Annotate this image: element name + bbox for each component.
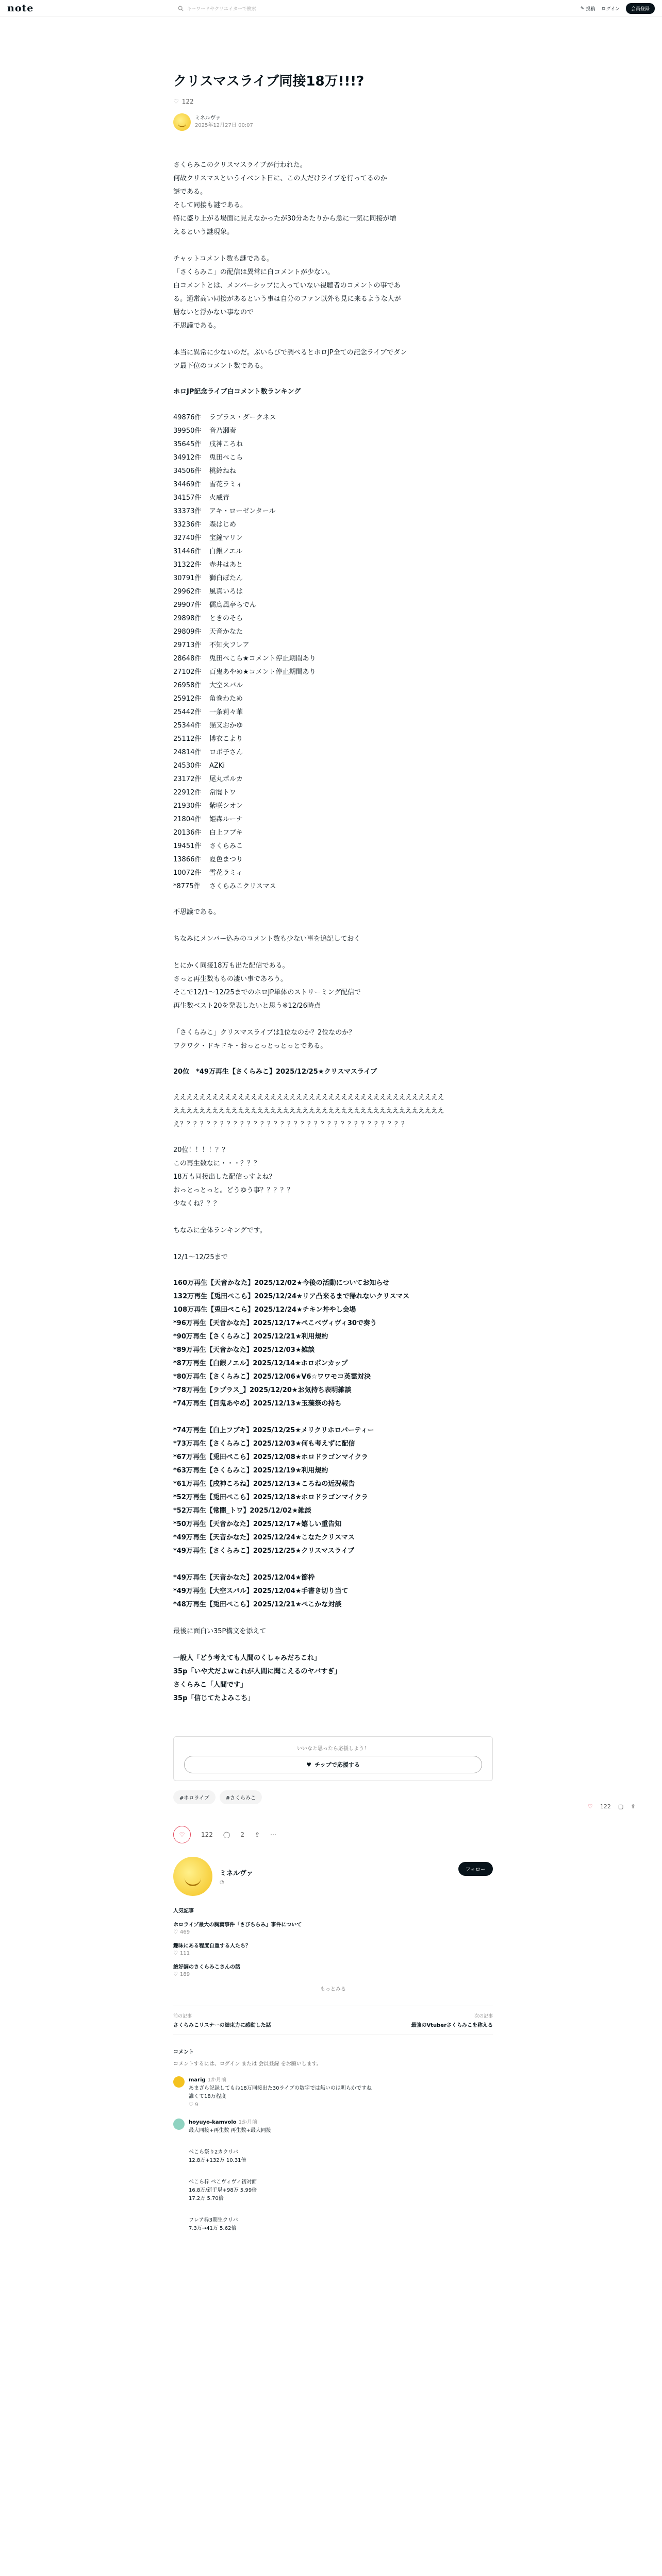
body-line: とにかく同接18万も出た配信である。 — [173, 962, 289, 970]
ranking-row — [173, 492, 493, 505]
comment-count: 29962件 — [173, 588, 202, 596]
comment-count: 25442件 — [173, 708, 202, 716]
top-line: 20位 *49万再生【さくらみこ】2025/12/25★クリスマスライブ — [173, 1068, 377, 1076]
ranking-row — [173, 625, 493, 639]
post-label: 投稿 — [586, 7, 595, 12]
comment-line: あまざら記録してもね18万同接出た30ライブの数字では無いのは明らかですね — [189, 2086, 372, 2091]
comment-count: 39950件 — [173, 427, 202, 435]
video-row: *89万再生【天音かなた】2025/12/03★雑談 — [173, 1346, 315, 1354]
popular-likes: 111 — [179, 1951, 190, 1956]
talent-name: 天音かなた — [209, 628, 243, 636]
talent-name: 常闇トワ — [209, 789, 237, 796]
pen-icon: ✎ — [580, 6, 585, 11]
ranking-row — [173, 840, 493, 853]
ranking-row — [173, 706, 493, 719]
body-line — [173, 1013, 493, 1026]
ranking-title: ホロJP記念ライブ白コメント数ランキング — [173, 388, 301, 396]
avatar[interactable] — [173, 113, 191, 131]
body-line: チャットコメント数も謎である。 — [173, 255, 274, 263]
tip-icon: ♥ — [306, 1761, 311, 1768]
ranking-row — [173, 478, 493, 492]
video-row: 最後に面白い35P構文を添えて — [173, 1628, 267, 1635]
tip-button[interactable] — [184, 1756, 482, 1773]
comment-count: 27102件 — [173, 668, 202, 676]
ranking-row — [173, 692, 493, 706]
body-line: 18万も同接出した配信っすよね？ — [173, 1173, 276, 1181]
comment-line: 17.2万 5.70倍 — [189, 2196, 224, 2201]
video-row: *63万再生【さくらみこ】2025/12/19★利用規約 — [173, 1467, 328, 1475]
side-share-icon[interactable]: ⇪ — [631, 1803, 636, 1810]
talent-name: AZKi — [209, 762, 225, 770]
ranking-row — [173, 411, 493, 425]
video-row: *48万再生【兎田ぺこら】2025/12/21★ぺこかな対談 — [173, 1601, 342, 1608]
comment-line: 最大同接+再生数 再生数+最大同接 — [189, 2128, 271, 2133]
comment-count: 28648件 — [173, 655, 202, 663]
talent-name: 夏色まつり — [209, 856, 243, 863]
heart-icon: ♡ — [173, 1929, 178, 1935]
comment-count: 49876件 — [173, 414, 202, 421]
comment-count: 23172件 — [173, 775, 202, 783]
post-button[interactable] — [581, 5, 595, 12]
side-heart-icon[interactable]: ♡ — [588, 1803, 593, 1810]
reaction-text — [173, 1144, 493, 1264]
ranking-row — [173, 759, 493, 773]
comment-icon[interactable]: ◯ — [223, 1831, 230, 1838]
comment-count: 31446件 — [173, 548, 202, 555]
talent-name: 獅白ぼたん — [209, 574, 243, 582]
ranking-row — [173, 867, 493, 880]
talent-name: 姫森ルーナ — [209, 816, 243, 823]
comment-count: 13866件 — [173, 856, 202, 863]
ranking-row — [173, 666, 493, 679]
author-profile — [173, 1857, 493, 1896]
side-like-count: 122 — [600, 1803, 611, 1810]
header — [0, 0, 662, 16]
body-line: ツ最下位のコメント数である。 — [173, 362, 268, 370]
popular-articles — [173, 1906, 493, 1977]
prev-title: さくらみこリスナーの結束力に感動した話 — [173, 2023, 271, 2028]
search-box[interactable] — [178, 3, 333, 14]
video-row: *52万再生【常闇_トワ】2025/12/02★雑談 — [173, 1507, 311, 1515]
heart-icon[interactable]: ♡ — [173, 98, 179, 105]
talent-name: 宝鐘マリン — [209, 534, 243, 542]
video-row: 108万再生【兎田ぺこら】2025/12/24★チキン丼やし会場 — [173, 1306, 356, 1314]
author-avatar-large[interactable] — [173, 1857, 212, 1896]
like-count-bottom: 122 — [201, 1831, 213, 1838]
video-row: *78万再生【ラプラス_】2025/12/20★お気持ち表明雑談 — [173, 1386, 352, 1394]
body-line — [173, 946, 493, 959]
scream-line-3: え？？？？？？？？？？？？？？？？？？？？？？？？？？？？？？？？？？ — [173, 1121, 408, 1128]
body-line: えるという謎現象。 — [173, 228, 234, 236]
video-row: *96万再生【天音かなた】2025/12/17★ぺこベヴィヴィ30で奏う — [173, 1319, 377, 1327]
talent-name: 雪花ラミィ — [209, 869, 243, 877]
prev-label: 前の記事 — [173, 2014, 192, 2019]
talent-name: 兎田ぺこら — [209, 454, 243, 462]
ranking-row — [173, 585, 493, 599]
support-box — [173, 1736, 493, 1781]
article-title: クリスマスライブ同接18万!!!? — [173, 74, 365, 89]
video-row: *80万再生【さくらみこ】2025/12/06★V6☆ワワモコ英霊対決 — [173, 1373, 371, 1381]
more-icon[interactable]: ⋯ — [270, 1831, 277, 1838]
comments-section — [173, 2047, 493, 2233]
body-line: おっとっとっと。どうゆう事？？？？？ — [173, 1187, 294, 1194]
talent-name: 紫咲シオン — [209, 802, 243, 810]
ranking-row — [173, 813, 493, 826]
next-title: 最強のVtuberさくらみこを称える — [411, 2023, 493, 2028]
avatar[interactable] — [173, 2119, 185, 2130]
body-line: 不思議である。 — [173, 322, 221, 330]
talent-name: ラプラス・ダークネス — [209, 414, 276, 421]
comment-text — [189, 2084, 372, 2101]
ranking-row — [173, 545, 493, 558]
popular-likes: 189 — [179, 1972, 190, 1977]
video-row: 35p「いや犬だよwこれが人間に聞こえるのヤバすぎ」 — [173, 1668, 341, 1675]
comment-line: 誰くて18万程度 — [189, 2094, 226, 2099]
body-line — [173, 1238, 493, 1251]
comment-item — [173, 2119, 493, 2233]
talent-name: 一条莉々華 — [209, 708, 243, 716]
profile-name[interactable]: ミネルヴァ — [220, 1870, 253, 1877]
talent-name: 不知火フレア — [209, 641, 250, 649]
talent-name: 白銀ノエル — [209, 548, 243, 555]
comment-count: *8775件 — [173, 883, 201, 890]
post-date: 2025年12月27日 00:07 — [195, 123, 253, 128]
comment-line: ぺこら枠 ペこヴィヴィ初対面 — [189, 2179, 257, 2185]
tip-label: チップで応援する — [314, 1761, 360, 1768]
video-row: *49万再生【天音かなた】2025/12/24★こなたクリスマス — [173, 1534, 355, 1541]
talent-name: さくらみこクリスマス — [209, 883, 276, 890]
body-line: 白コメントとは、メンバーシップに入っていない視聴者のコメントの事であ — [173, 282, 401, 290]
talent-name: さくらみこ — [209, 842, 243, 850]
comment-count: 29907件 — [173, 601, 202, 609]
body-line: 少なくね？？？ — [173, 1200, 221, 1208]
comment-count: 22912件 — [173, 789, 202, 796]
body-line: 謎である。 — [173, 188, 207, 196]
video-row: *49万再生【天音かなた】2025/12/04★節枠 — [173, 1574, 315, 1582]
video-row: *49万再生【大空スバル】2025/12/04★手書き切り当て — [173, 1587, 349, 1595]
article-nav — [173, 2006, 493, 2035]
talent-name: ときのそら — [209, 615, 243, 622]
heart-icon: ♡ — [173, 1972, 178, 1977]
body-line: 再生数ベスト20を発表したいと思う※12/26時点 — [173, 1002, 321, 1010]
comment-count: 26958件 — [173, 682, 202, 689]
talent-name: 猫又おかゆ — [209, 722, 243, 730]
ranking-row — [173, 639, 493, 652]
video-row: 35p「信じてたよみこち」 — [173, 1694, 255, 1702]
video-row: *87万再生【白銀ノエル】2025/12/14★ホロポンカップ — [173, 1360, 348, 1367]
talent-name: ロボ子さん — [209, 749, 243, 756]
ranking-row — [173, 719, 493, 733]
video-row: 132万再生【兎田ぺこら】2025/12/24★リア凸来るまで帰れないクリスマス — [173, 1293, 410, 1300]
comment-count: 29809件 — [173, 628, 202, 636]
comment-count: 21804件 — [173, 816, 202, 823]
comment-count: 31322件 — [173, 561, 202, 569]
comment-count: 19451件 — [173, 842, 202, 850]
comment-count: 34506件 — [173, 467, 202, 475]
talent-name: 風真いろは — [209, 588, 243, 596]
comment-likes: 9 — [195, 2102, 198, 2108]
video-row: 160万再生【天音かなた】2025/12/02★今後の活動についてお知らせ — [173, 1279, 390, 1287]
ranking-row — [173, 451, 493, 465]
mid-text — [173, 906, 493, 1053]
heart-icon: ♡ — [179, 1831, 185, 1838]
signup-button[interactable]: 会員登録 — [626, 3, 655, 14]
rss-icon[interactable]: ◔ — [220, 1879, 224, 1885]
follow-button[interactable]: フォロー — [458, 1862, 493, 1876]
talent-name: 火威青 — [209, 494, 230, 502]
talent-name: アキ・ローゼンタール — [209, 507, 276, 515]
body-line: 「さくらみこ」クリスマスライブは1位なのか？2位なのか？ — [173, 1029, 356, 1037]
heart-icon[interactable]: ♡ — [189, 2102, 193, 2108]
comment-count: 10072件 — [173, 869, 202, 877]
video-row: さくらみこ「人間です」 — [173, 1681, 247, 1689]
scream-line-2: ええええええええええええええええええええええええええええええええええええええええええ — [173, 1107, 444, 1115]
popular-likes: 469 — [179, 1929, 190, 1935]
comment-count: 32740件 — [173, 534, 202, 542]
body-line: 不思議である。 — [173, 908, 221, 916]
login-button[interactable]: ログイン — [601, 7, 620, 12]
comment-line: ぺこら祭り2カクリバ — [189, 2149, 239, 2155]
ranking-row — [173, 612, 493, 625]
body-line — [173, 919, 493, 933]
ranking-row — [173, 800, 493, 813]
body-line: ちなみにメンバー込みのコメント数も少ない事を追記しておく — [173, 935, 361, 943]
comment-count: 33236件 — [173, 521, 202, 529]
body-line — [173, 1211, 493, 1224]
talent-name: 博衣こより — [209, 735, 243, 743]
talent-name: 白上フブキ — [209, 829, 243, 837]
comment-count: 33373件 — [173, 507, 202, 515]
talent-name: 戌神ころね — [209, 440, 243, 448]
ranking-row — [173, 652, 493, 666]
search-icon — [178, 6, 184, 11]
body-line: さっと再生数ももの凄い事であろう。 — [173, 975, 288, 983]
more-link[interactable]: もっとみる — [320, 1987, 346, 1992]
intro-text — [173, 159, 493, 373]
side-actions — [588, 1803, 636, 1810]
author-name[interactable]: ミネルヴァ — [195, 115, 221, 121]
body-line — [173, 333, 493, 346]
ranking-row — [173, 425, 493, 438]
ranking-row — [173, 733, 493, 746]
video-row: *49万再生【さくらみこ】2025/12/25★クリスマスライブ — [173, 1547, 355, 1555]
body-line: そして同接も謎である。 — [173, 201, 247, 209]
next-article[interactable] — [349, 2012, 493, 2028]
video-row: *73万再生【さくらみこ】2025/12/03★何も考えずに配信 — [173, 1440, 355, 1448]
ranking-row — [173, 558, 493, 572]
like-count: 122 — [181, 98, 194, 105]
comment-count: 2 — [240, 1831, 244, 1838]
video-row: *74万再生【白上フブキ】2025/12/25★メリクリホロパーティー — [173, 1427, 374, 1434]
comment-count: 21930件 — [173, 802, 202, 810]
heart-icon: ♡ — [173, 1951, 178, 1956]
ranking-row — [173, 773, 493, 786]
video-row: *67万再生【兎田ぺこら】2025/12/08★ホロドラゴンマイクラ — [173, 1453, 368, 1461]
share-icon[interactable]: ⇪ — [254, 1831, 260, 1838]
talent-name: 百鬼あやめ★コメント停止期間あり — [209, 668, 316, 676]
body-line: ちなみに全体ランキングです。 — [173, 1227, 267, 1234]
search-placeholder: キーワードやクリエイターで検索 — [187, 6, 256, 12]
talent-name: 大空スバル — [209, 682, 243, 689]
next-label: 次の記事 — [474, 2014, 493, 2019]
video-row — [173, 1411, 493, 1424]
comment-count: 25344件 — [173, 722, 202, 730]
comment-line — [189, 2165, 271, 2178]
body-line: ワクワク・ドキドキ・おっとっとっとっとである。 — [173, 1042, 327, 1050]
ranking-row — [173, 465, 493, 478]
comments-title: コメント — [173, 2049, 194, 2055]
comment-count: 24530件 — [173, 762, 202, 770]
talent-name: 音乃瀬奏 — [209, 427, 237, 435]
ranking-row — [173, 880, 493, 893]
body-line: さくらみこのクリスマスライブが行われた。 — [173, 161, 307, 169]
scream-line-1: ええええええええええええええええええええええええええええええええええええええええええ — [173, 1094, 444, 1101]
talent-name: 兎田ぺこら★コメント停止期間あり — [209, 655, 316, 663]
ranking-row — [173, 679, 493, 692]
comment-line: 12.8万+132万 10.31倍 — [189, 2158, 246, 2163]
commenter-name[interactable]: marig — [189, 2077, 206, 2083]
popular-item[interactable]: 絶好調のさくらみこさんの話 — [173, 1964, 240, 1970]
ranking-row — [173, 518, 493, 532]
popular-item[interactable]: ホロライブ最大の胸糞事件「さびちらみ」事件について — [173, 1922, 302, 1928]
ranking-row — [173, 599, 493, 612]
author-block[interactable] — [173, 113, 493, 131]
comment-line: フレア枠3期生クリバ — [189, 2217, 238, 2223]
video-row: 一般人「どう考えても人間のくしゃみだろこれ」 — [173, 1654, 321, 1662]
comment-count: 29898件 — [173, 615, 202, 622]
comment-line — [189, 2203, 271, 2216]
talent-name: 儒烏風亭らでん — [209, 601, 256, 609]
body-line: 20位！！！！？？ — [173, 1146, 229, 1154]
body-line — [173, 239, 493, 252]
comment-count: 34157件 — [173, 494, 202, 502]
ranking-row — [173, 438, 493, 451]
comment-count: 20136件 — [173, 829, 202, 837]
ranking-row — [173, 746, 493, 759]
tag-hololive[interactable]: #ホロライブ — [173, 1790, 216, 1804]
video-row: *74万再生【百鬼あやめ】2025/12/13★玉藻祭の持ち — [173, 1400, 342, 1408]
video-row: *52万再生【兎田ぺこら】2025/12/18★ホロドラゴンマイクラ — [173, 1494, 368, 1501]
comment-ranking — [173, 411, 493, 893]
talent-name: 雪花ラミィ — [209, 481, 243, 488]
popular-title: 人気記事 — [173, 1908, 194, 1914]
comment-time: 1か月前 — [238, 2120, 258, 2125]
talent-name: 角巻わため — [209, 695, 243, 703]
talent-name: 赤井はあと — [209, 561, 243, 569]
comment-count: 29713件 — [173, 641, 202, 649]
video-row: *50万再生【天音かなた】2025/12/17★嬉しい重告知 — [173, 1520, 342, 1528]
comment-count: 25912件 — [173, 695, 202, 703]
video-row — [173, 1638, 493, 1652]
video-row: *90万再生【さくらみこ】2025/12/21★利用規約 — [173, 1333, 328, 1341]
body-line: そこで12/1～12/25までのホロJP単体のストリーミング配信で — [173, 989, 361, 996]
video-row — [173, 1558, 493, 1571]
popular-item[interactable]: 趣味にある程度自重する人たち？ — [173, 1943, 251, 1949]
ranking-row — [173, 572, 493, 585]
comment-count: 24814件 — [173, 749, 202, 756]
video-row: *61万再生【戌神ころね】2025/12/13★ころねの近況報告 — [173, 1480, 355, 1488]
support-label: いいなと思ったら応援しよう！ — [297, 1746, 369, 1752]
comment-count: 34912件 — [173, 454, 202, 462]
video-row — [173, 1612, 493, 1625]
body-line: この再生数なに・・・？？？ — [173, 1160, 261, 1167]
body-line: 特に盛り上がる場面に見えなかったが30分あたりから急に一気に同接が増 — [173, 215, 396, 223]
talent-name: 尾丸ポルカ — [209, 775, 243, 783]
like-button[interactable] — [173, 1826, 191, 1843]
comment-count: 34469件 — [173, 481, 202, 488]
ranking-row — [173, 853, 493, 867]
tag-sakuramiko[interactable]: #さくらみこ — [220, 1790, 262, 1804]
body-line: 何故クリスマスというイベント日に、この人だけライブを行ってるのか — [173, 175, 387, 182]
comment-line — [189, 2135, 271, 2148]
note-logo[interactable]: note — [7, 2, 34, 14]
avatar[interactable] — [173, 2076, 185, 2088]
comment-line: 7.3万→41万 5.62倍 — [189, 2226, 237, 2231]
talent-name: 森はじめ — [209, 521, 237, 529]
comment-item — [173, 2076, 493, 2109]
comment-count: 35645件 — [173, 440, 202, 448]
body-line: 12/1～12/25まで — [173, 1253, 228, 1261]
comment-login-note: コメントするには、ログイン または 会員登録 をお願いします。 — [173, 2061, 322, 2067]
comment-text — [189, 2127, 271, 2233]
side-comment-icon[interactable]: ▢ — [618, 1803, 624, 1810]
body-line: 「さくらみこ」の配信は異常に白コメントが少ない。 — [173, 268, 335, 276]
ranking-row — [173, 532, 493, 545]
body-line: 本当に異常に少ないのだ。ぶいらびで調べるとホロJP全ての記念ライブでダン — [173, 349, 407, 357]
ranking-row — [173, 826, 493, 840]
comment-count: 30791件 — [173, 574, 202, 582]
body-line: る。通常高い同接があるという事は自分のファン以外も見に来るような人が — [173, 295, 401, 303]
comment-time: 1か月前 — [207, 2077, 227, 2083]
prev-article[interactable] — [173, 2012, 317, 2028]
commenter-name[interactable]: hoyuyo-kamvolo — [189, 2120, 237, 2125]
ranking-row — [173, 786, 493, 800]
talent-name: 桃鈴ねね — [209, 467, 237, 475]
ranking-row — [173, 505, 493, 518]
video-ranking — [173, 1277, 493, 1705]
comment-count: 25112件 — [173, 735, 202, 743]
body-line: 居ないと浮かない事なので — [173, 309, 254, 316]
comment-line: 16.8万/新手堪+98万 5.99倍 — [189, 2188, 257, 2193]
article — [173, 72, 493, 2233]
